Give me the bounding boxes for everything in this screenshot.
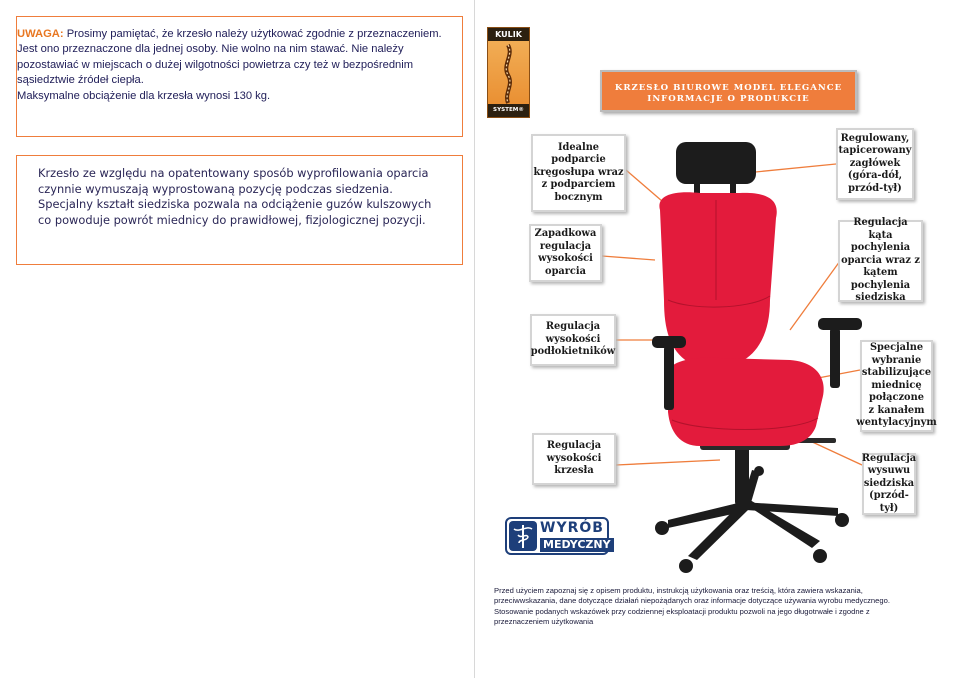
label-seat-slide: Regulacja wysuwu siedziska (przód-tył): [861, 452, 917, 514]
label-seat-height: Regulacja wysokości krzesła: [532, 433, 616, 485]
label-spine-support: Idealne podparcie kręgosłupa wraz z podparciem bocznym: [531, 134, 626, 212]
info-text: Krzesło ze względu na opatentowany sposób wyprofilowania oparcia czynnie wymuszają wyprostowaną pozycję podczas siedzenia. Specjalny kształt siedziska pozwala na odciążenie guzów kulszowych co powoduje powrót miednicy do prawidłowej, fizjologicznej pozycji.: [38, 166, 432, 227]
label-headrest: Regulowany, tapicerowany zagłówek (góra-dół, przód-tył): [836, 128, 914, 200]
logo-bottom-text: SYSTEM®: [488, 104, 529, 117]
label-armrest-height: Regulacja wysokości podłokietników: [530, 314, 616, 366]
warning-line-3: pozostawiać w miejscach o dużej wilgotności powietrza czy też w bezpośrednim: [17, 58, 414, 71]
caduceus-icon: [509, 521, 537, 551]
badge-line-1: WYRÓB: [540, 520, 604, 536]
medical-device-badge: [505, 517, 609, 555]
warning-label: UWAGA:: [17, 28, 64, 40]
banner-line-2: INFORMACJE O PRODUKCIE: [647, 94, 810, 104]
warning-line-4: sąsiedztwie źródeł ciepła.: [17, 74, 144, 87]
banner-line-1: KRZESŁO BIUROWE MODEL ELEGANCE: [614, 83, 843, 93]
label-tilt: Regulacja kąta pochylenia oparcia wraz z kątem pochylenia siedziska: [838, 220, 923, 302]
footer-text: Przed użyciem zapoznaj się z opisem produktu, instrukcją użytkowania oraz treścią, która zawiera wskazania, przeciwwskazania, dane dotyczące działań niepożądanych oraz informacje dotyczące używania wyrobu medycznego. Stosowanie podanych wskazówek przy codziennej eksploatacji produktu pozwoli na jego długotrwałe i zgodne z przeznaczeniem użytkowania: [494, 586, 890, 626]
warning-line-1: Prosimy pamiętać, że krzesło należy użytkować zgodnie z przeznaczeniem.: [66, 28, 442, 40]
warning-line-5: Maksymalne obciążenie dla krzesła wynosi 130 kg.: [17, 89, 271, 102]
badge-line-2: MEDYCZNY: [540, 538, 614, 552]
logo-top-text: KULIK: [488, 28, 529, 41]
label-backrest-latch: Zapadkowa regulacja wysokości oparcia: [529, 224, 602, 282]
warning-line-2: Jest ono przeznaczone dla jednej osoby. Nie wolno na nim stawać. Nie należy: [17, 43, 404, 56]
label-pelvis-stabilizer: Specjalne wybranie stabilizujące miednicę połączone z kanałem wentylacyjnym: [860, 340, 933, 432]
